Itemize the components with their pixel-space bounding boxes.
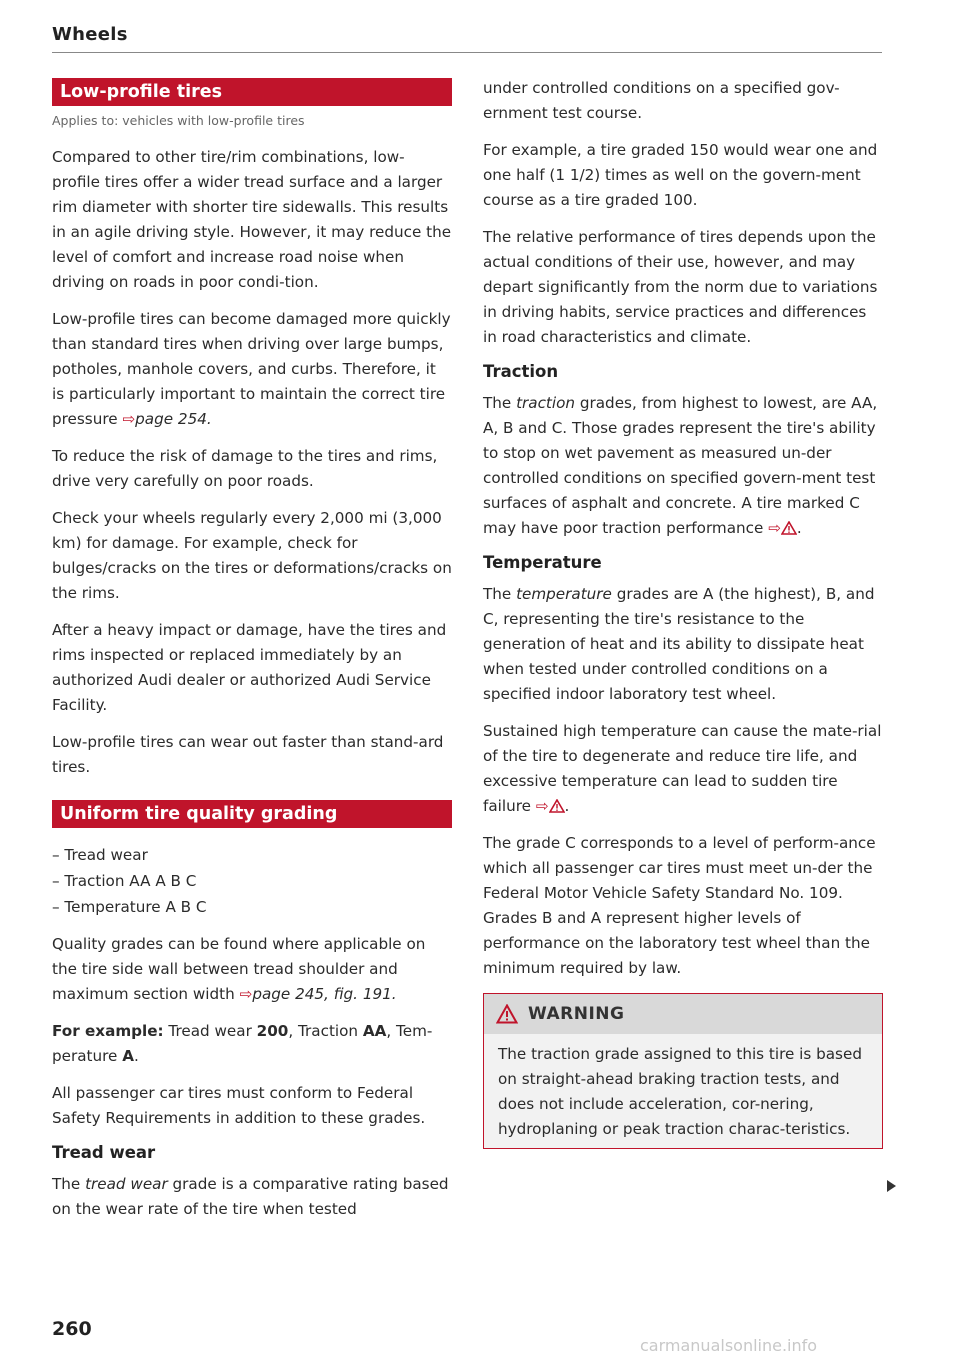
chapter-title: Wheels (52, 24, 128, 45)
paragraph: Sustained high temperature can cause the mate-rial of the tire to degenerate and reduce tire life, and excessive temperature can lead to sudden tire failure ⇨ . (483, 722, 882, 815)
page-number: 260 (52, 1318, 92, 1340)
paragraph: Check your wheels regularly every 2,000 mi (3,000 km) for damage. For example, check for bulges/cracks on the tires or deformations/cracks on the rims. (52, 509, 452, 602)
warning-triangle-icon[interactable] (781, 521, 797, 535)
paragraph: The tread wear grade is a comparative rating based on the wear rate of the tire when tested (52, 1175, 449, 1218)
paragraph: For example: Tread wear 200, Traction AA, Tem-perature A. (52, 1022, 433, 1065)
subheading-temperature: Temperature (483, 553, 602, 572)
watermark: carmanualsonline.info (640, 1336, 818, 1355)
paragraph: The grade C corresponds to a level of perform-ance which all passenger car tires must meet un-der the Federal Motor Vehicle Safety Standard No. 109. Grades B and A represent higher levels of performance on the laboratory test wheel than the minimum required by law. (483, 834, 876, 977)
paragraph: The temperature grades are A (the highest), B, and C, representing the tire's resistance to the generation of heat and its ability to dissipate heat when tested under controlled conditions on a specified indoor laboratory test wheel. (483, 585, 875, 703)
warning-text: The traction grade assigned to this tire is based on straight-ahead braking traction tests, and does not include acceleration, cor-nering, hydroplaning or peak traction charac-teristics. (498, 1045, 862, 1138)
paragraph: For example, a tire graded 150 would wear one and one half (1 1/2) times as well on the govern-ment course as a tire graded 100. (483, 141, 878, 209)
paragraph: under controlled conditions on a specified gov-ernment test course. (483, 79, 840, 122)
list-item: – Traction AA A B C (52, 872, 197, 890)
paragraph: The traction grades, from highest to lowest, are AA, A, B and C. Those grades represent the tire's ability to stop on wet pavement as measured un-der controlled conditions on specified govern-ment test surfaces of asphalt and concrete. A tire marked C may have poor traction performance ⇨ . (483, 394, 878, 537)
paragraph: Quality grades can be found where applicable on the tire side wall between tread shoulder and maximum section width ⇨page 245, fig. 191. (52, 935, 426, 1003)
section-title-quality-grading: Uniform tire quality grading (52, 800, 452, 828)
paragraph: The relative performance of tires depends upon the actual conditions of their use, however, and may depart significantly from the norm due to variations in driving habits, service practices and differences in road characteristics and climate. (483, 228, 878, 346)
list-item: – Tread wear (52, 846, 148, 864)
warning-triangle-icon[interactable] (549, 799, 565, 813)
warning-box (483, 993, 883, 1149)
page-header (52, 24, 882, 53)
play-triangle-icon (887, 1180, 896, 1192)
paragraph: All passenger car tires must conform to Federal Safety Requirements in addition to these grades. (52, 1084, 426, 1127)
grade-list (52, 842, 452, 920)
warning-triangle-icon (496, 1004, 518, 1024)
section-title-low-profile: Low-profile tires (52, 78, 452, 106)
right-column (483, 76, 883, 1149)
warning-body (484, 1034, 882, 1148)
warning-title: WARNING (528, 1004, 625, 1024)
warning-header (484, 994, 882, 1034)
paragraph: To reduce the risk of damage to the tires and rims, drive very carefully on poor roads. (52, 447, 438, 490)
paragraph: Low-profile tires can become damaged more quickly than standard tires when driving over large bumps, potholes, manhole covers, and curbs. Therefore, it is particularly important to maintain the correct tire pressure ⇨page 254. (52, 310, 451, 428)
ref-arrow-icon: ⇨ (122, 410, 136, 428)
page-reference-link[interactable]: page 245, fig. 191. (252, 985, 397, 1003)
paragraph: After a heavy impact or damage, have the tires and rims inspected or replaced immediately by an authorized Audi dealer or authorized Audi Service Facility. (52, 621, 447, 714)
ref-arrow-icon: ⇨ (535, 797, 549, 815)
left-column (52, 78, 452, 1234)
ref-arrow-icon: ⇨ (768, 519, 781, 537)
ref-arrow-icon: ⇨ (239, 985, 253, 1003)
subheading-tread-wear: Tread wear (52, 1143, 156, 1162)
applies-to-note: Applies to: vehicles with low-profile tires (52, 113, 305, 128)
subheading-traction: Traction (483, 362, 559, 381)
page-reference-link[interactable]: page 254. (135, 410, 212, 428)
paragraph: Compared to other tire/rim combinations, low-profile tires offer a wider tread surface and a larger rim diameter with shorter tire sidewalls. This results in an agile driving style. However, it may reduce the level of comfort and increase road noise when driving on roads in poor condi-tion. (52, 148, 452, 291)
list-item: – Temperature A B C (52, 898, 207, 916)
paragraph: Low-profile tires can wear out faster than stand-ard tires. (52, 733, 444, 776)
